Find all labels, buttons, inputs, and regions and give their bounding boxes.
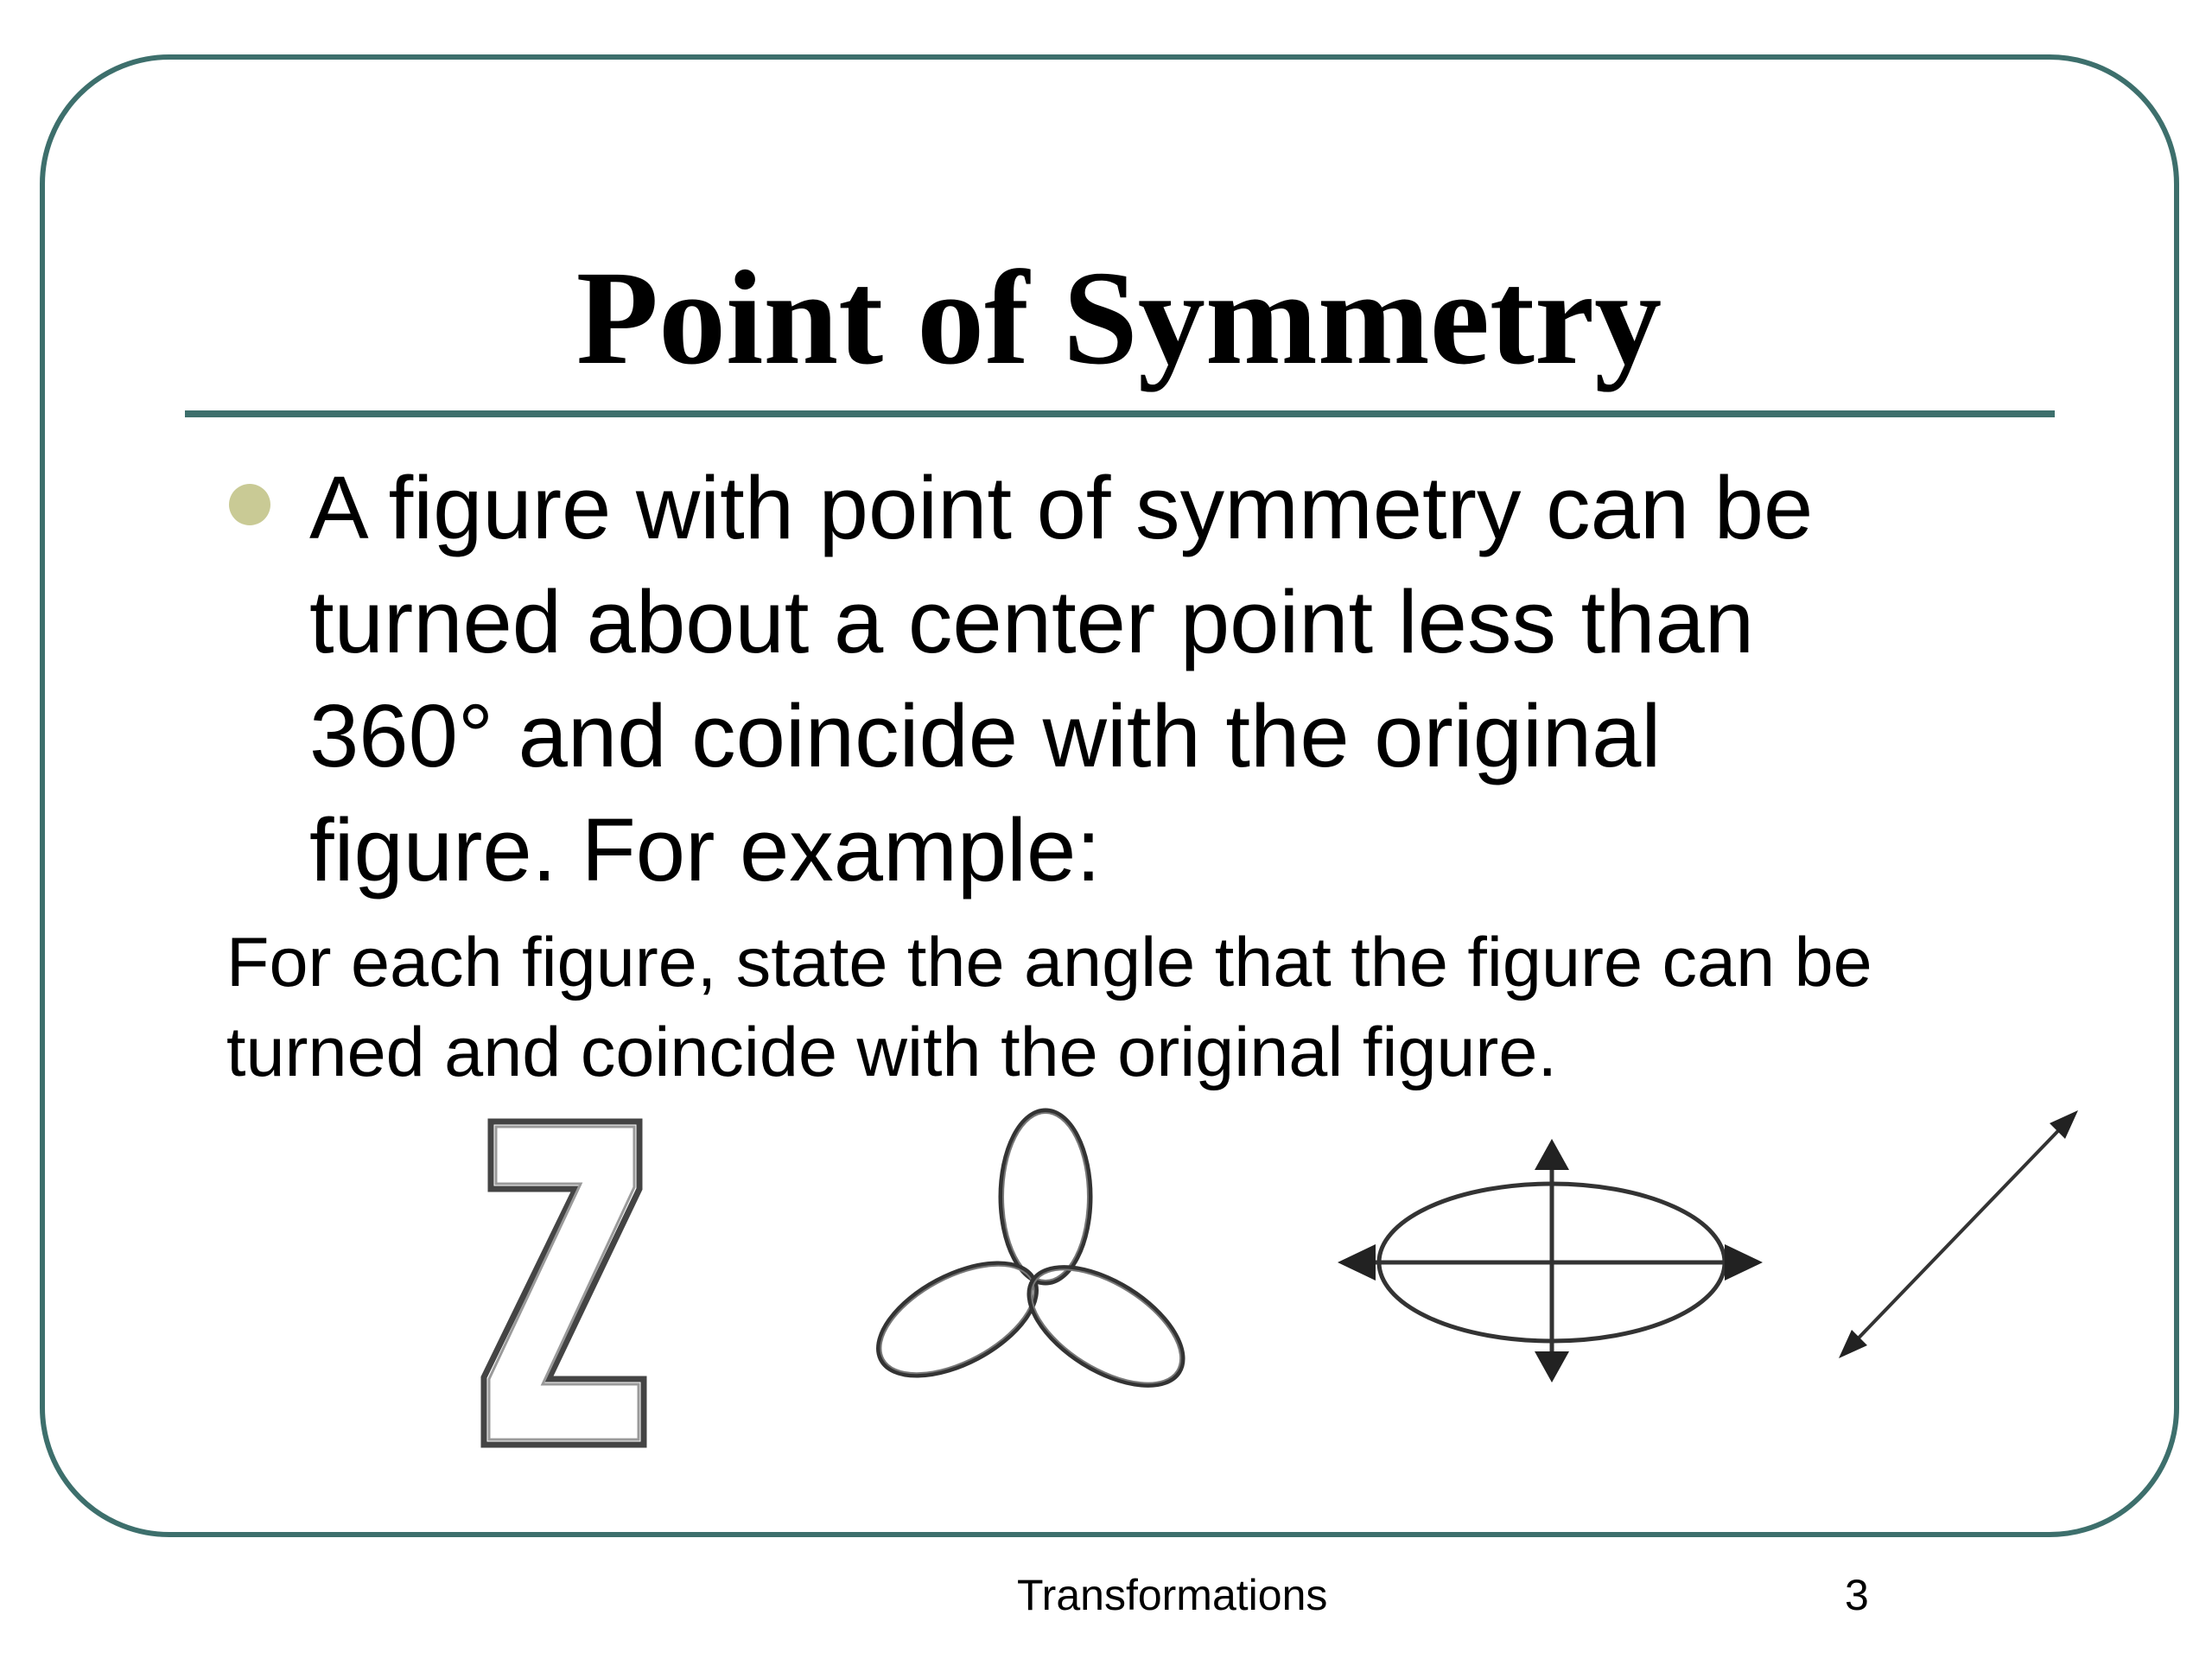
page-number: 3: [1845, 1571, 1869, 1619]
diagonal-arrow-figure: [1839, 1110, 2078, 1358]
bullet-line: A figure with point of symmetry can be: [309, 458, 1814, 557]
instruction-line: turned and coincide with the original figure.: [226, 1014, 1557, 1091]
bullet-line: figure. For example:: [309, 800, 1101, 899]
three-petal-figure: [861, 1110, 1203, 1409]
bullet-line: 360° and coincide with the original: [309, 686, 1662, 785]
z-figure: [484, 1122, 644, 1445]
footer-label: Transformations: [1017, 1571, 1328, 1619]
bullet-line: turned about a center point less than: [309, 572, 1755, 671]
instruction-line: For each figure, state the angle that the figure can be: [226, 924, 1872, 1001]
slide-title: Point of Symmetry: [575, 243, 1662, 392]
ellipse-cross-figure: [1338, 1139, 1763, 1382]
